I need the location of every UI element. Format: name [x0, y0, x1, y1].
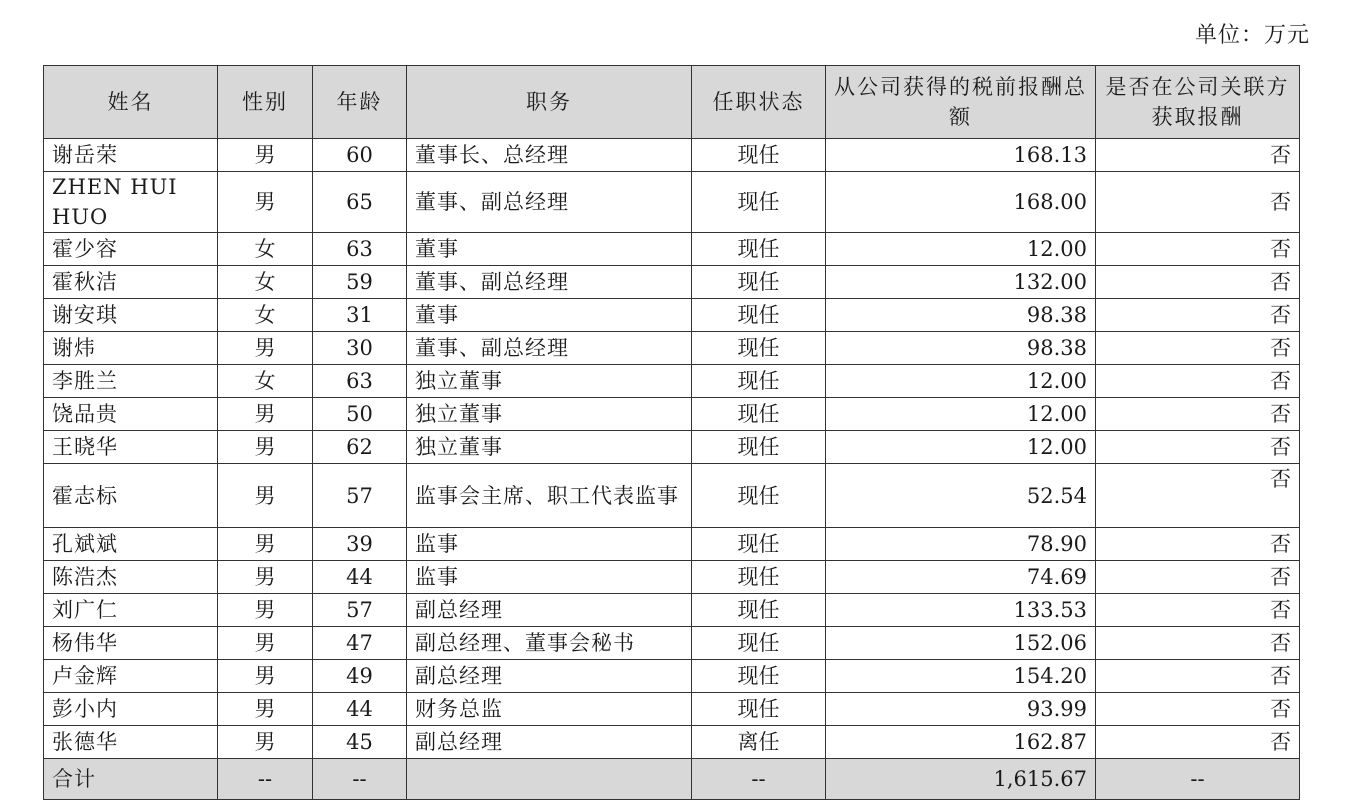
cell-position: 董事	[407, 233, 692, 266]
cell-gender: 女	[218, 365, 313, 398]
cell-gender: 男	[218, 431, 313, 464]
cell-position: 董事	[407, 299, 692, 332]
cell-pay: 98.38	[826, 332, 1096, 365]
cell-related: 否	[1096, 139, 1300, 172]
cell-name: 谢安琪	[44, 299, 218, 332]
cell-gender: 男	[218, 726, 313, 759]
cell-name: 霍秋洁	[44, 266, 218, 299]
cell-related: 否	[1096, 431, 1300, 464]
header-position: 职务	[407, 66, 692, 139]
total-pay: 1,615.67	[826, 759, 1096, 800]
cell-gender: 男	[218, 528, 313, 561]
cell-name: 陈浩杰	[44, 561, 218, 594]
cell-name: 霍少容	[44, 233, 218, 266]
cell-name: 杨伟华	[44, 627, 218, 660]
total-row	[44, 759, 1300, 800]
unit-label: 单位：万元	[1194, 23, 1310, 48]
cell-related: 否	[1096, 172, 1300, 233]
table-row	[44, 561, 1300, 594]
cell-related: 否	[1096, 266, 1300, 299]
cell-age: 50	[313, 398, 407, 431]
cell-status: 现任	[692, 332, 826, 365]
cell-gender: 男	[218, 594, 313, 627]
compensation-table	[43, 65, 1300, 800]
cell-status: 现任	[692, 233, 826, 266]
table-row	[44, 332, 1300, 365]
table-row	[44, 266, 1300, 299]
cell-status: 现任	[692, 660, 826, 693]
cell-status: 现任	[692, 266, 826, 299]
cell-related: 否	[1096, 561, 1300, 594]
cell-age: 59	[313, 266, 407, 299]
cell-pay: 162.87	[826, 726, 1096, 759]
cell-age: 47	[313, 627, 407, 660]
cell-gender: 男	[218, 172, 313, 233]
cell-name: 卢金辉	[44, 660, 218, 693]
cell-status: 现任	[692, 561, 826, 594]
cell-age: 39	[313, 528, 407, 561]
header-status: 任职状态	[692, 66, 826, 139]
header-gender: 性别	[218, 66, 313, 139]
table-row	[44, 726, 1300, 759]
cell-status: 现任	[692, 528, 826, 561]
cell-related: 否	[1096, 726, 1300, 759]
header-name: 姓名	[44, 66, 218, 139]
cell-gender: 男	[218, 464, 313, 528]
cell-position: 董事、副总经理	[407, 172, 692, 233]
cell-gender: 男	[218, 627, 313, 660]
cell-related: 否	[1096, 693, 1300, 726]
cell-age: 45	[313, 726, 407, 759]
cell-age: 63	[313, 233, 407, 266]
cell-pay: 133.53	[826, 594, 1096, 627]
cell-pay: 168.00	[826, 172, 1096, 233]
cell-name: 刘广仁	[44, 594, 218, 627]
table-row	[44, 172, 1300, 233]
cell-name: 王晓华	[44, 431, 218, 464]
cell-gender: 男	[218, 693, 313, 726]
cell-position: 监事	[407, 528, 692, 561]
cell-pay: 168.13	[826, 139, 1096, 172]
cell-related: 否	[1096, 594, 1300, 627]
cell-pay: 52.54	[826, 464, 1096, 528]
cell-status: 离任	[692, 726, 826, 759]
cell-status: 现任	[692, 431, 826, 464]
cell-name: 李胜兰	[44, 365, 218, 398]
cell-age: 57	[313, 464, 407, 528]
cell-status: 现任	[692, 398, 826, 431]
header-age: 年龄	[313, 66, 407, 139]
table-row	[44, 660, 1300, 693]
header-row	[44, 66, 1300, 139]
total-status: --	[692, 759, 826, 800]
cell-position: 独立董事	[407, 365, 692, 398]
cell-status: 现任	[692, 365, 826, 398]
cell-age: 31	[313, 299, 407, 332]
cell-gender: 男	[218, 561, 313, 594]
cell-pay: 74.69	[826, 561, 1096, 594]
total-related: --	[1096, 759, 1300, 800]
cell-age: 44	[313, 693, 407, 726]
cell-related: 否	[1096, 627, 1300, 660]
cell-gender: 女	[218, 233, 313, 266]
cell-name: 彭小内	[44, 693, 218, 726]
table-row	[44, 594, 1300, 627]
cell-position: 副总经理、董事会秘书	[407, 627, 692, 660]
cell-position: 监事	[407, 561, 692, 594]
cell-related: 否	[1096, 398, 1300, 431]
cell-pay: 152.06	[826, 627, 1096, 660]
cell-related: 否	[1096, 464, 1300, 528]
total-label: 合计	[44, 759, 218, 800]
table-row	[44, 528, 1300, 561]
cell-position: 副总经理	[407, 594, 692, 627]
cell-name: 谢岳荣	[44, 139, 218, 172]
cell-pay: 154.20	[826, 660, 1096, 693]
cell-related: 否	[1096, 660, 1300, 693]
cell-pay: 12.00	[826, 233, 1096, 266]
cell-pay: 78.90	[826, 528, 1096, 561]
cell-gender: 女	[218, 299, 313, 332]
cell-position: 独立董事	[407, 398, 692, 431]
cell-name: 霍志标	[44, 464, 218, 528]
table-row	[44, 398, 1300, 431]
cell-related: 否	[1096, 233, 1300, 266]
cell-related: 否	[1096, 528, 1300, 561]
cell-status: 现任	[692, 594, 826, 627]
cell-position: 监事会主席、职工代表监事	[407, 464, 692, 528]
cell-name: 饶品贵	[44, 398, 218, 431]
cell-age: 63	[313, 365, 407, 398]
cell-related: 否	[1096, 299, 1300, 332]
cell-pay: 132.00	[826, 266, 1096, 299]
table-row	[44, 693, 1300, 726]
cell-age: 49	[313, 660, 407, 693]
cell-age: 44	[313, 561, 407, 594]
cell-gender: 男	[218, 660, 313, 693]
cell-pay: 12.00	[826, 398, 1096, 431]
cell-gender: 男	[218, 139, 313, 172]
cell-pay: 12.00	[826, 431, 1096, 464]
cell-position: 董事、副总经理	[407, 332, 692, 365]
table-row	[44, 299, 1300, 332]
cell-pay: 93.99	[826, 693, 1096, 726]
cell-status: 现任	[692, 299, 826, 332]
cell-age: 65	[313, 172, 407, 233]
total-position	[407, 759, 692, 800]
total-gender: --	[218, 759, 313, 800]
table-row	[44, 365, 1300, 398]
cell-age: 60	[313, 139, 407, 172]
total-age: --	[313, 759, 407, 800]
cell-age: 62	[313, 431, 407, 464]
cell-related: 否	[1096, 332, 1300, 365]
cell-name: 谢炜	[44, 332, 218, 365]
cell-pay: 12.00	[826, 365, 1096, 398]
cell-position: 副总经理	[407, 726, 692, 759]
header-pay: 从公司获得的税前报酬总额	[826, 66, 1096, 139]
cell-name: 张德华	[44, 726, 218, 759]
cell-gender: 男	[218, 332, 313, 365]
cell-position: 副总经理	[407, 660, 692, 693]
cell-gender: 女	[218, 266, 313, 299]
table-row	[44, 431, 1300, 464]
cell-status: 现任	[692, 139, 826, 172]
cell-related: 否	[1096, 365, 1300, 398]
cell-status: 现任	[692, 627, 826, 660]
cell-position: 财务总监	[407, 693, 692, 726]
cell-pay: 98.38	[826, 299, 1096, 332]
cell-position: 董事长、总经理	[407, 139, 692, 172]
cell-position: 独立董事	[407, 431, 692, 464]
table-row	[44, 627, 1300, 660]
cell-age: 57	[313, 594, 407, 627]
table-row	[44, 464, 1300, 528]
cell-status: 现任	[692, 464, 826, 528]
table-row	[44, 139, 1300, 172]
cell-status: 现任	[692, 172, 826, 233]
cell-age: 30	[313, 332, 407, 365]
cell-status: 现任	[692, 693, 826, 726]
table-row	[44, 233, 1300, 266]
header-related: 是否在公司关联方获取报酬	[1096, 66, 1300, 139]
cell-name: 孔斌斌	[44, 528, 218, 561]
cell-gender: 男	[218, 398, 313, 431]
cell-name: ZHEN HUI HUO	[44, 172, 218, 233]
cell-position: 董事、副总经理	[407, 266, 692, 299]
